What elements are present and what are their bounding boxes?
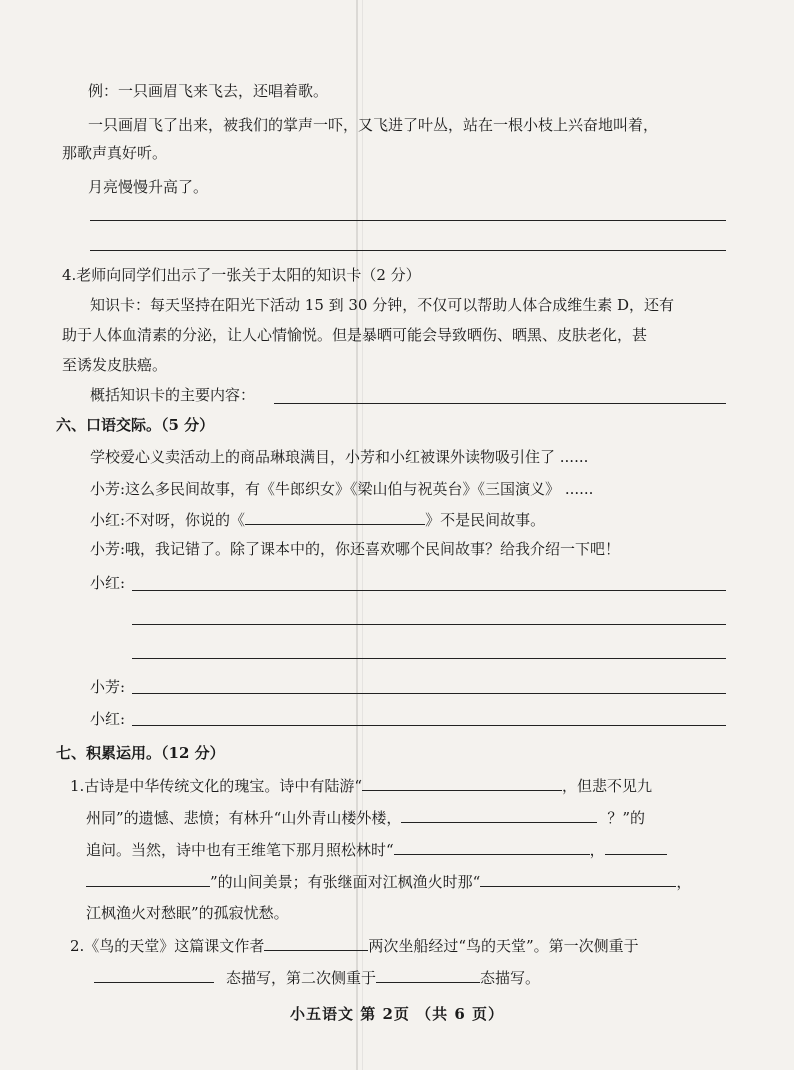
dialogue-xiaohong-1-a: 小红:不对呀，你说的《 [90, 511, 246, 529]
summary-answer-line[interactable] [274, 403, 726, 404]
paper-fold-line [356, 0, 358, 1070]
author-blank[interactable] [264, 934, 368, 951]
book-title-blank[interactable] [245, 508, 425, 525]
xiaohong-answer-line[interactable] [132, 590, 726, 591]
description-blank-2[interactable] [376, 966, 480, 983]
question-2-text-b: 两次坐船经过“鸟的天堂”。第一次侧重于 [368, 937, 639, 955]
xiaofang-answer-line[interactable] [132, 693, 726, 694]
question-1-text-e: 追问。当然，诗中也有王维笔下那月照松林时“ [86, 841, 394, 859]
knowledge-card-line3: 至诱发皮肤癌。 [62, 356, 168, 374]
question-4-title: 4.老师向同学们出示了一张关于太阳的知识卡（2 分） [62, 266, 421, 284]
dialogue-xiaohong-1 [90, 508, 545, 531]
question-1-text-f: ， [589, 841, 605, 859]
question-1-line1 [70, 774, 652, 797]
example-answer-line1: 一只画眉飞了出来，被我们的掌声一吓，又飞进了叶丛，站在一根小枝上兴奋地叫着， [88, 116, 659, 134]
dialogue-xiaohong-1-b: 》不是民间故事。 [425, 511, 546, 529]
poem-blank-5[interactable] [480, 870, 676, 887]
poem-blank-3[interactable] [394, 838, 590, 855]
example-answer-line2: 那歌声真好听。 [62, 144, 168, 162]
dialogue-xiaofang-1: 小芳:这么多民间故事，有《牛郎织女》《梁山伯与祝英台》《三国演义》 ...... [90, 480, 594, 498]
question-2-line2 [94, 966, 540, 989]
summary-prompt: 概括知识卡的主要内容： [90, 386, 256, 404]
xiaohong-answer-label: 小红: [90, 574, 126, 592]
xiaohong-final-line[interactable] [132, 725, 726, 726]
question-1-text-c: 州同”的遗憾、悲愤；有林升“山外青山楼外楼， [86, 809, 402, 827]
xiaohong-final-label: 小红: [90, 710, 126, 728]
question-2-text-d: 态描写。 [480, 969, 541, 987]
knowledge-card-line2: 助于人体血清素的分泌，让人心情愉悦。但是暴晒可能会导致晒伤、晒黑、皮肤老化，甚 [62, 326, 648, 344]
question-1-text-d: ？”的 [607, 809, 646, 827]
dialogue-intro: 学校爱心义卖活动上的商品琳琅满目，小芳和小红被课外读物吸引住了 ...... [90, 448, 589, 466]
page-footer: 小五语文 第 2页 （共 6 页） [290, 1005, 504, 1023]
question-1-text-a: 1.古诗是中华传统文化的瑰宝。诗中有陆游“ [70, 777, 362, 795]
xiaohong-answer-line[interactable] [132, 624, 726, 625]
description-blank-1[interactable] [94, 966, 214, 983]
dialogue-xiaofang-2: 小芳:哦，我记错了。除了课本中的，你还喜欢哪个民间故事？给我介绍一下吧！ [90, 540, 621, 558]
section-7-heading: 七、积累运用。（12 分） [56, 744, 225, 762]
question-1-line2 [86, 806, 645, 829]
answer-line[interactable] [90, 250, 726, 251]
poem-blank-1[interactable] [362, 774, 562, 791]
question-2-text-a: 2.《鸟的天堂》这篇课文作者 [70, 937, 265, 955]
answer-line[interactable] [90, 220, 726, 221]
question-1-line5: 江枫渔火对愁眠”的孤寂忧愁。 [86, 904, 289, 922]
question-1-text-b: ，但悲不见九 [561, 777, 652, 795]
question-2-line1 [70, 934, 639, 957]
question-1-text-h: ， [676, 873, 692, 891]
section-6-heading: 六、口语交际。（5 分） [56, 416, 215, 434]
question-1-line4 [86, 870, 691, 893]
xiaohong-answer-line[interactable] [132, 658, 726, 659]
question-1-line3 [86, 838, 667, 861]
question-1-text-g: ”的山间美景；有张继面对江枫渔火时那“ [210, 873, 481, 891]
question-2-text-c: 态描写，第二次侧重于 [226, 969, 377, 987]
poem-blank-4b[interactable] [86, 870, 210, 887]
rewrite-task: 月亮慢慢升高了。 [88, 178, 209, 196]
poem-blank-2[interactable] [401, 806, 597, 823]
xiaofang-answer-label: 小芳: [90, 678, 126, 696]
example-sentence: 例：一只画眉飞来飞去，还唱着歌。 [88, 82, 329, 100]
paper-fold-shadow [362, 0, 363, 1070]
poem-blank-4a[interactable] [605, 838, 667, 855]
knowledge-card-line1: 知识卡：每天坚持在阳光下活动 15 到 30 分钟，不仅可以帮助人体合成维生素 D，还有 [90, 296, 675, 314]
